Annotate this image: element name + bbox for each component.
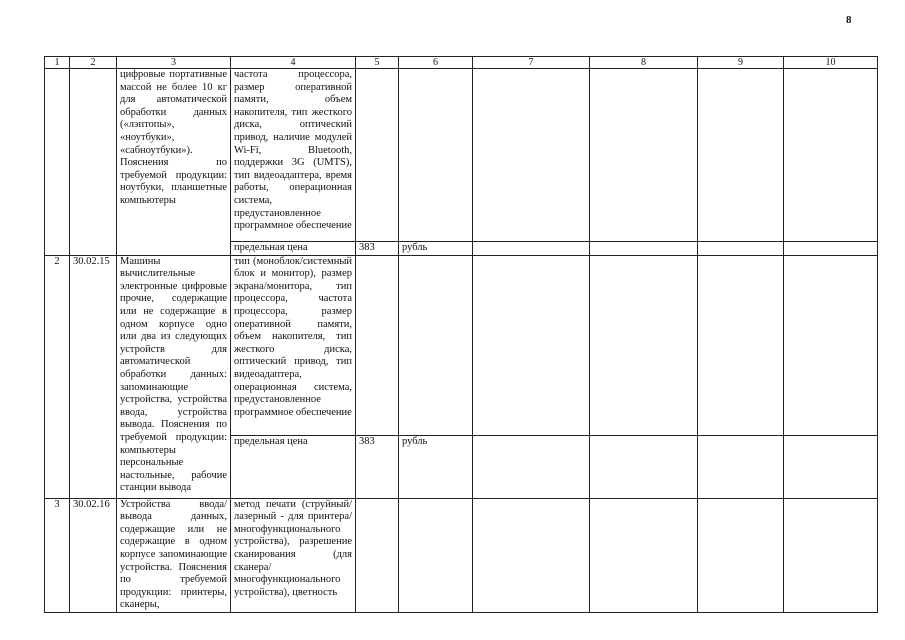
characteristic-cell: метод печати (струйный/лазерный - для принтера/многофункционального устройства), разрешение сканирования (для сканера/многофункционального устройства), цветность xyxy=(231,498,356,612)
unit-code: 383 xyxy=(356,242,399,256)
characteristic-cell: предельная цена xyxy=(231,435,356,498)
okpd-code: 30.02.16 xyxy=(70,498,117,612)
table-cell xyxy=(473,242,590,256)
column-header: 2 xyxy=(70,57,117,69)
column-header: 7 xyxy=(473,57,590,69)
unit-name xyxy=(399,498,473,612)
table-cell xyxy=(784,498,878,612)
table-row xyxy=(45,255,878,435)
table-cell xyxy=(473,435,590,498)
table-cell xyxy=(784,435,878,498)
table-cell xyxy=(590,255,698,435)
column-header: 6 xyxy=(399,57,473,69)
unit-name xyxy=(399,69,473,242)
unit-code: 383 xyxy=(356,435,399,498)
table-cell xyxy=(698,69,784,242)
column-header: 5 xyxy=(356,57,399,69)
table-cell xyxy=(698,498,784,612)
characteristic-cell: предельная цена xyxy=(231,242,356,256)
page-number: 8 xyxy=(846,14,852,26)
table-cell xyxy=(590,69,698,242)
characteristic-cell: тип (моноблок/системный блок и монитор), размер экрана/монитора, тип процессора, частота процессора, размер оперативной памяти, объем накопителя, тип жесткого диска, оптический привод, тип видеоадаптера, операционная система, предустановленное программное обеспечение xyxy=(231,255,356,435)
unit-code xyxy=(356,69,399,242)
product-name: Устройства ввода/вывода данных, содержащие или не содержащие в одном корпусе запоминающие устройства. Пояснения по требуемой продукции: принтеры, сканеры, xyxy=(117,498,231,612)
column-header: 4 xyxy=(231,57,356,69)
unit-name: рубль xyxy=(399,242,473,256)
okpd-code xyxy=(70,69,117,256)
table-cell xyxy=(784,242,878,256)
table-cell xyxy=(473,498,590,612)
table-cell xyxy=(698,242,784,256)
row-number: 3 xyxy=(45,498,70,612)
row-number: 2 xyxy=(45,255,70,498)
column-header: 9 xyxy=(698,57,784,69)
table-cell xyxy=(590,498,698,612)
table-cell xyxy=(784,69,878,242)
unit-code xyxy=(356,498,399,612)
table-cell xyxy=(473,69,590,242)
column-header: 10 xyxy=(784,57,878,69)
unit-name xyxy=(399,255,473,435)
row-number xyxy=(45,69,70,256)
column-header: 1 xyxy=(45,57,70,69)
column-header: 3 xyxy=(117,57,231,69)
table-cell xyxy=(698,255,784,435)
table-cell xyxy=(784,255,878,435)
table-row xyxy=(45,498,878,612)
characteristic-cell: частота процессора, размер оперативной памяти, объем накопителя, тип жесткого диска, оптический привод, наличие модулей Wi-Fi, Bluetooth, поддержки 3G (UMTS), тип видеоадаптера, время работы, операционная система, предустановленное программное обеспечение xyxy=(231,69,356,242)
table-cell xyxy=(590,242,698,256)
table-cell xyxy=(590,435,698,498)
unit-code xyxy=(356,255,399,435)
unit-name: рубль xyxy=(399,435,473,498)
table-row xyxy=(45,69,878,242)
product-name: цифровые портативные массой не более 10 кг для автоматической обработки данных («лэптопы», «ноутбуки», «сабноутбуки»). Пояснения по требуемой продукции: ноутбуки, планшетные компьютеры xyxy=(117,69,231,256)
column-header-row xyxy=(45,57,878,69)
requirements-table xyxy=(44,56,878,613)
column-header: 8 xyxy=(590,57,698,69)
table-cell xyxy=(698,435,784,498)
table-cell xyxy=(473,255,590,435)
okpd-code: 30.02.15 xyxy=(70,255,117,498)
product-name: Машины вычислительные электронные цифровые прочие, содержащие или не содержащие в одном корпусе одно или два из следующих устройств для автоматической обработки данных: запоминающие устройства, устройства ввода, устройства вывода. Пояснения по требуемой продукции: компьютеры персональные настольные, рабочие станции вывода xyxy=(117,255,231,498)
